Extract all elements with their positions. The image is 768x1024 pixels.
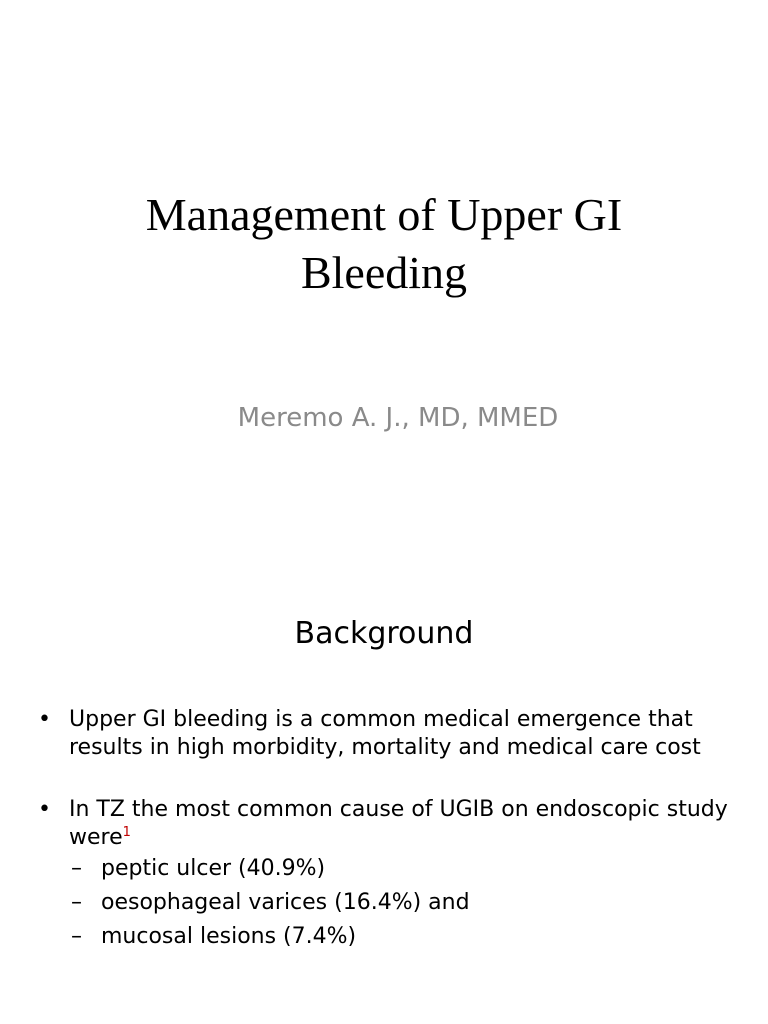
dash-symbol: – [71,924,82,949]
dash-symbol: – [71,856,82,881]
bullet-text: Upper GI bleeding is a common medical emergence that results in high morbidity, mortality and medical care cost [69,707,701,760]
reference-superscript: 1 [122,825,131,840]
background-slide [0,576,768,1024]
sub-bullet-item-3 [71,923,738,951]
bullet-symbol: • [38,797,51,822]
bullet-symbol: • [38,707,51,732]
bullet-item-2 [38,796,738,951]
sub-bullet-list [71,855,738,951]
dash-symbol: – [71,890,82,915]
slide-title [40,186,728,302]
bullet-text: In TZ the most common cause of UGIB on endoscopic study were [69,797,728,850]
sub-bullet-text: mucosal lesions (7.4%) [101,924,357,949]
sub-bullet-item-1 [71,855,738,883]
bullet-list [38,706,738,957]
sub-bullet-text: oesophageal varices (16.4%) and [101,890,470,915]
bullet-item-1 [38,706,738,762]
sub-bullet-item-2 [71,889,738,917]
sub-bullet-text: peptic ulcer (40.9%) [101,856,326,881]
slide-subtitle: Meremo A. J., MD, MMED [237,403,559,433]
slide-title-line-1: Management of Upper GI [145,189,623,240]
section-title: Background [294,616,474,651]
slide-title-line-2: Bleeding [300,247,468,298]
